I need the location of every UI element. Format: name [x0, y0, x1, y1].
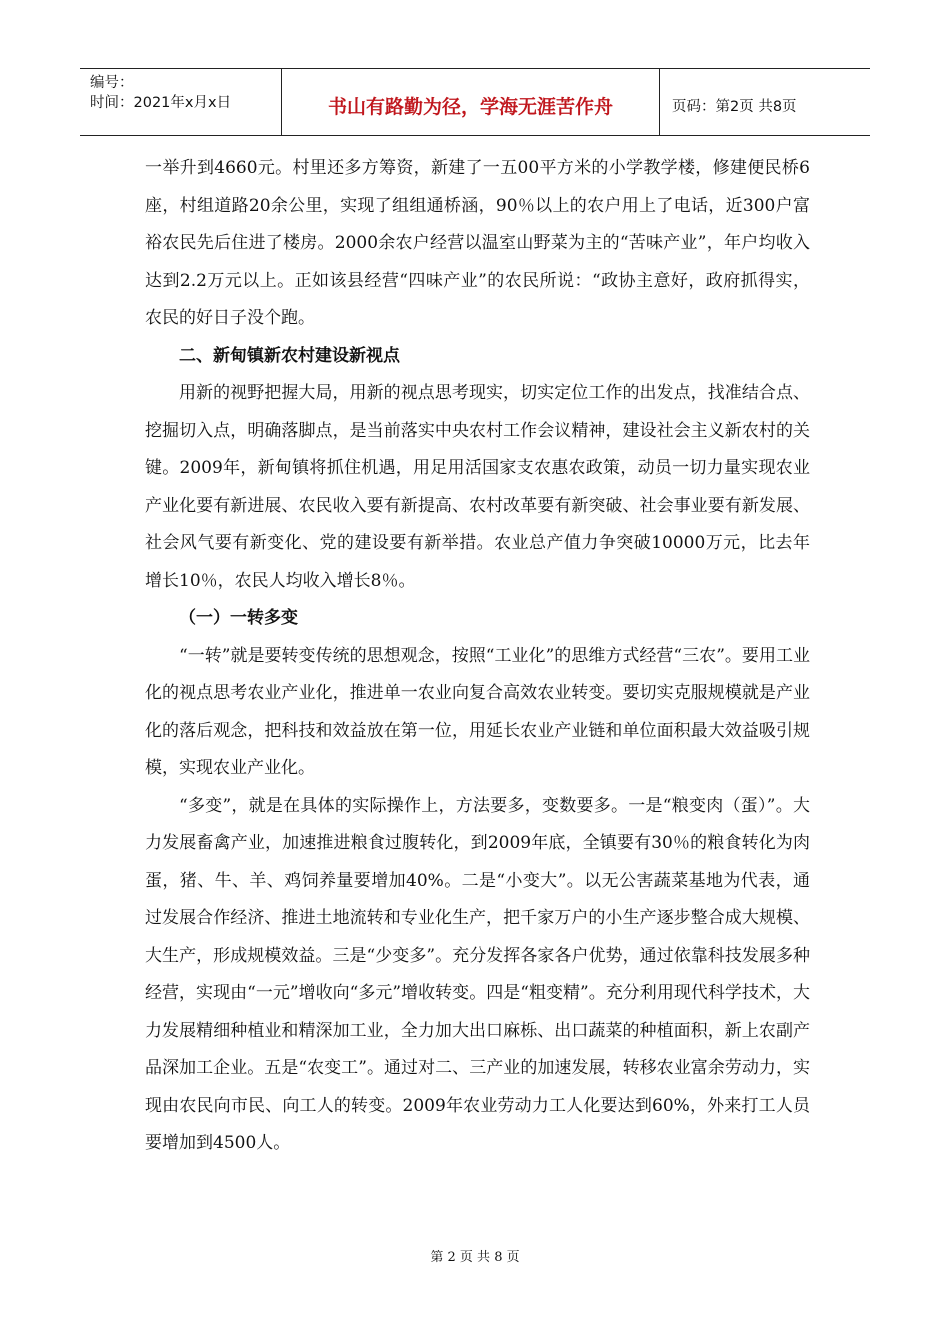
page-header	[80, 68, 870, 136]
header-meta	[80, 69, 282, 135]
paragraph-1: 一举升到4660元。村里还多方筹资，新建了一五00平方米的小学教学楼，修建便民桥6座，村组道路20余公里，实现了组组通桥涵，90％以上的农户用上了电话，近300户富裕农民先后住进了楼房。2000余农户经营以温室山野菜为主的“苦味产业”，年户均收入达到2.2万元以上。正如该县经营“四味产业”的农民所说：“政协主意好，政府抓得实，农民的好日子没个跑。	[145, 158, 810, 328]
document-time-label: 时间：2021年x月x日	[90, 95, 232, 111]
paragraph-2: 用新的视野把握大局，用新的视点思考现实，切实定位工作的出发点，找准结合点、挖掘切入点，明确落脚点，是当前落实中央农村工作会议精神，建设社会主义新农村的关键。2009年，新甸镇将抓住机遇，用足用活国家支农惠农政策，动员一切力量实现农业产业化要有新进展、农民收入要有新提高、农村改革要有新突破、社会事业要有新发展、社会风气要有新变化、党的建设要有新举措。农业总产值力争突破10000万元，比去年增长10％，农民人均收入增长8％。	[145, 383, 810, 591]
document-body	[145, 150, 810, 1163]
subsection-heading-1: （一）一转多变	[179, 608, 298, 628]
section-heading-2: 二、新甸镇新农村建设新视点	[179, 345, 400, 366]
header-page-info: 页码：第2页 共8页	[672, 98, 797, 115]
header-motto: 书山有路勤为径，学海无涯苦作舟	[282, 69, 660, 135]
document-number-label: 编号：	[90, 75, 134, 91]
page-footer: 第 2 页 共 8 页	[430, 1250, 520, 1265]
paragraph-4: “多变”，就是在具体的实际操作上，方法要多，变数要多。一是“粮变肉（蛋）”。大力发展畜禽产业，加速推进粮食过腹转化，到2009年底，全镇要有30％的粮食转化为肉蛋，猪、牛、羊、鸡饲养量要增加40%。二是“小变大”。以无公害蔬菜基地为代表，通过发展合作经济、推进土地流转和专业化生产，把千家万户的小生产逐步整合成大规模、大生产，形成规模效益。三是“少变多”。充分发挥各家各户优势，通过依靠科技发展多种经营，实现由“一元”增收向“多元”增收转变。四是“粗变精”。充分利用现代科学技术，大力发展精细种植业和精深加工业，全力加大出口麻栎、出口蔬菜的种植面积，新上农副产品深加工企业。五是“农变工”。通过对二、三产业的加速发展，转移农业富余劳动力，实现由农民向市民、向工人的转变。2009年农业劳动力工人化要达到60%，外来打工人员要增加到4500人。	[145, 795, 810, 1153]
paragraph-3: “一转”就是要转变传统的思想观念，按照“工业化”的思维方式经营“三农”。要用工业化的视点思考农业产业化，推进单一农业向复合高效农业转变。要切实克服规模就是产业化的落后观念，把科技和效益放在第一位，用延长农业产业链和单位面积最大效益吸引规模，实现农业产业化。	[145, 645, 810, 778]
